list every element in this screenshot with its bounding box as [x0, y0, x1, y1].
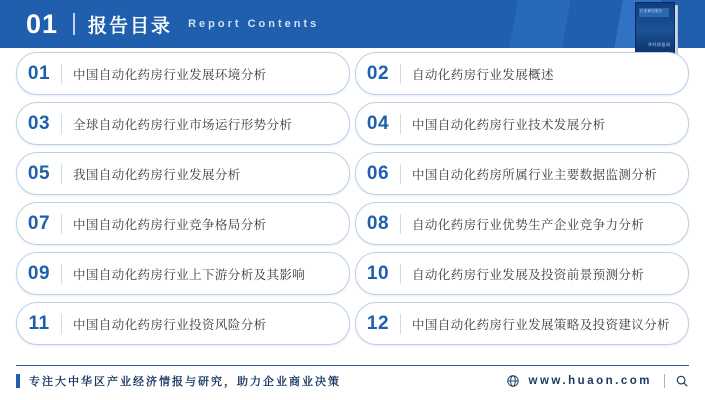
contents-item-number: 11 — [28, 312, 50, 334]
slide-header — [0, 0, 705, 48]
contents-grid — [16, 52, 689, 346]
contents-item-02[interactable] — [355, 52, 689, 95]
contents-item-label: 中国自动化药房行业发展环境分析 — [73, 67, 267, 82]
contents-item-separator — [61, 164, 62, 184]
header-section-number: 01 — [26, 8, 59, 39]
contents-item-separator — [400, 164, 401, 184]
contents-item-03[interactable] — [16, 102, 350, 145]
contents-item-separator — [400, 314, 401, 334]
contents-item-09[interactable] — [16, 252, 350, 295]
contents-item-label: 中国自动化药房行业竞争格局分析 — [73, 217, 267, 232]
contents-item-separator — [400, 64, 401, 84]
contents-item-label: 自动化药房行业发展及投资前景预测分析 — [412, 267, 645, 282]
globe-icon — [506, 374, 520, 388]
contents-item-label: 中国自动化药房行业投资风险分析 — [73, 317, 267, 332]
footer-website-url[interactable]: www.huaon.com — [528, 375, 652, 387]
header-divider — [73, 13, 75, 35]
footer-slogan: 专注大中华区产业经济情报与研究，助力企业商业决策 — [29, 376, 341, 388]
contents-item-separator — [61, 214, 62, 234]
contents-item-05[interactable] — [16, 152, 350, 195]
contents-item-label: 全球自动化药房行业市场运行形势分析 — [73, 117, 293, 132]
report-book-image — [635, 2, 677, 58]
contents-item-separator — [400, 114, 401, 134]
contents-item-06[interactable] — [355, 152, 689, 195]
contents-item-label: 我国自动化药房行业发展分析 — [73, 167, 241, 182]
footer-right-group — [506, 374, 689, 388]
contents-item-number: 10 — [366, 262, 390, 284]
book-cover-logo: 华经情报网 — [648, 42, 671, 47]
contents-item-label: 自动化药房行业优势生产企业竞争力分析 — [412, 217, 645, 232]
contents-item-12[interactable] — [355, 302, 689, 345]
contents-item-number: 07 — [27, 212, 51, 234]
contents-item-number: 09 — [27, 262, 51, 284]
contents-item-separator — [61, 64, 62, 84]
contents-item-number: 05 — [27, 162, 51, 184]
footer-vertical-divider — [664, 374, 665, 388]
contents-item-label: 中国自动化药房行业技术发展分析 — [412, 117, 606, 132]
contents-item-separator — [400, 264, 401, 284]
contents-item-04[interactable] — [355, 102, 689, 145]
contents-item-label: 自动化药房行业发展概述 — [412, 67, 554, 82]
contents-item-label: 中国自动化药房所属行业主要数据监测分析 — [412, 167, 658, 182]
book-cover — [635, 2, 675, 54]
search-icon[interactable] — [675, 374, 689, 388]
contents-item-number: 01 — [27, 62, 51, 84]
contents-item-number: 03 — [27, 112, 51, 134]
page-title: 报告目录 — [88, 15, 173, 37]
contents-item-separator — [61, 314, 62, 334]
contents-item-separator — [400, 214, 401, 234]
footer-divider — [16, 365, 689, 366]
contents-item-11[interactable] — [16, 302, 350, 345]
page-subtitle: Report Contents — [188, 18, 320, 30]
contents-item-number: 12 — [366, 312, 390, 334]
slide-footer — [16, 369, 689, 393]
contents-item-01[interactable] — [16, 52, 350, 95]
contents-item-08[interactable] — [355, 202, 689, 245]
contents-item-10[interactable] — [355, 252, 689, 295]
contents-item-separator — [61, 114, 62, 134]
contents-item-label: 中国自动化药房行业发展策略及投资建议分析 — [412, 317, 671, 332]
footer-accent-bar — [16, 374, 20, 388]
book-cover-label: 行业研究报告 — [640, 9, 663, 13]
contents-item-label: 中国自动化药房行业上下游分析及其影响 — [73, 267, 306, 282]
contents-item-separator — [61, 264, 62, 284]
contents-item-07[interactable] — [16, 202, 350, 245]
contents-item-number: 08 — [366, 212, 390, 234]
contents-item-number: 06 — [366, 162, 390, 184]
contents-item-number: 04 — [366, 112, 390, 134]
contents-item-number: 02 — [366, 62, 390, 84]
